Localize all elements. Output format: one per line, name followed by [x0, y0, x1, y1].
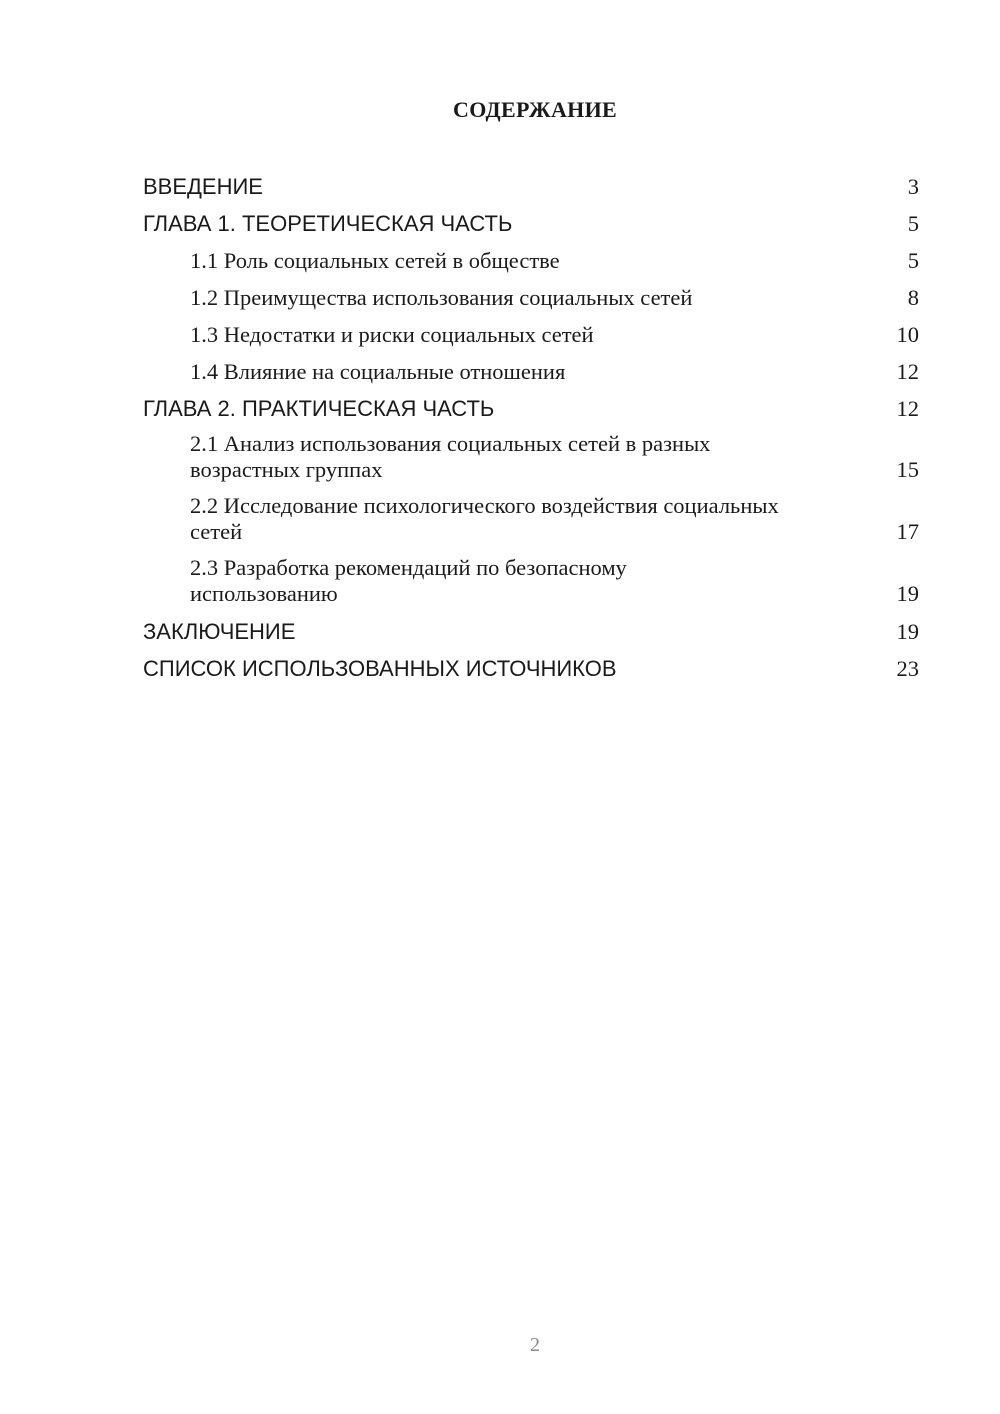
toc-entry-chapter-2 [143, 391, 919, 428]
toc-entry-label: ГЛАВА 2. ПРАКТИЧЕСКАЯ ЧАСТЬ [143, 396, 495, 421]
toc-entry-section-1-1 [143, 243, 919, 280]
toc-entry-label: ЗАКЛЮЧЕНИЕ [143, 619, 296, 644]
toc-entry-introduction [143, 169, 919, 206]
toc-entry-references [143, 651, 919, 688]
toc-entry-page: 23 [896, 656, 919, 681]
toc-entry-page: 15 [896, 457, 919, 482]
toc-entry-section-1-4 [143, 354, 919, 391]
toc-entry-section-1-3 [143, 317, 919, 354]
toc-entry-page: 5 [907, 248, 919, 273]
toc-entry-section-2-2 [143, 490, 919, 552]
toc-entry-label: ГЛАВА 1. ТЕОРЕТИЧЕСКАЯ ЧАСТЬ [143, 211, 513, 236]
toc-entry-page: 17 [896, 519, 919, 544]
toc-entry-page: 8 [907, 285, 919, 310]
toc-entry-page: 19 [896, 581, 919, 606]
toc-entry-page: 12 [896, 359, 919, 384]
toc-entry-page: 12 [896, 396, 919, 421]
toc-entry-label: 1.3 Недостатки и риски социальных сетей [190, 322, 594, 347]
toc-entry-conclusion [143, 614, 919, 651]
toc-entry-label: ВВЕДЕНИЕ [143, 174, 263, 199]
toc-entry-label: 1.4 Влияние на социальные отношения [190, 359, 566, 384]
toc-entry-section-2-1 [143, 428, 919, 490]
toc-entry-label: 2.3 Разработка рекомендаций по безопасному использованию [190, 555, 627, 606]
toc-entry-chapter-1 [143, 206, 919, 243]
toc-title: СОДЕРЖАНИЕ [453, 97, 617, 122]
page-number: 2 [530, 1334, 540, 1356]
toc-entry-label: 2.2 Исследование психологического воздействия социальных сетей [190, 493, 779, 544]
toc-entry-section-2-3 [143, 552, 919, 614]
toc-entry-page: 10 [896, 322, 919, 347]
toc-entry-page: 19 [896, 619, 919, 644]
toc-entry-page: 5 [907, 211, 919, 236]
toc-entry-label: 1.2 Преимущества использования социальных сетей [190, 285, 693, 310]
toc-entry-label: 1.1 Роль социальных сетей в обществе [190, 248, 560, 273]
toc-entry-page: 3 [907, 174, 919, 199]
toc-entry-label: СПИСОК ИСПОЛЬЗОВАННЫХ ИСТОЧНИКОВ [143, 656, 617, 681]
toc-entry-section-1-2 [143, 280, 919, 317]
toc-entry-label: 2.1 Анализ использования социальных сетей в разных возрастных группах [190, 431, 711, 482]
table-of-contents [143, 169, 919, 688]
